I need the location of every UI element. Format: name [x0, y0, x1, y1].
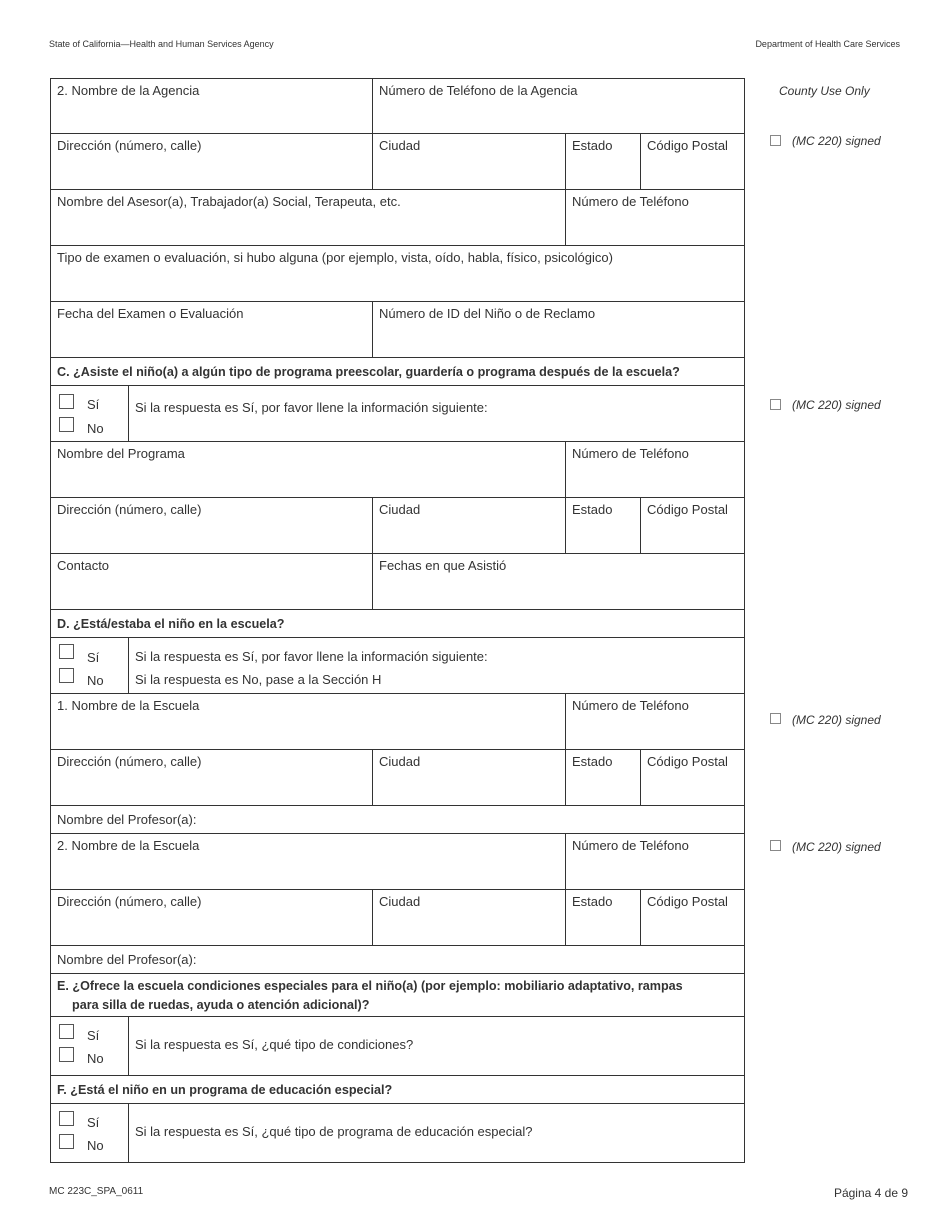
school1-address-row — [50, 750, 745, 806]
county-signed-checkbox-2[interactable] — [770, 399, 781, 410]
county-signed-label-2: (MC 220) signed — [792, 398, 881, 412]
section-e-question — [51, 974, 744, 1015]
agency-phone-field[interactable] — [372, 79, 744, 133]
address-label: Dirección (número, calle) — [57, 138, 202, 153]
contact-label: Contacto — [57, 558, 110, 573]
school2-name-label: 2. Nombre de la Escuela — [57, 838, 200, 853]
section-d-yes-checkbox[interactable] — [59, 644, 74, 659]
child-id-label: Número de ID del Niño o de Reclamo — [379, 306, 596, 321]
section-e-answer-row — [50, 1017, 745, 1076]
section-d-instruction-yes: Si la respuesta es Sí, por favor llene la información siguiente: — [135, 649, 488, 664]
agency-phone-label: Número de Teléfono de la Agencia — [379, 83, 578, 98]
section-e-yes-label: Sí — [87, 1028, 100, 1043]
section-e-no-label: No — [87, 1051, 104, 1066]
program-zip-field[interactable] — [640, 498, 744, 553]
counselor-phone-field[interactable] — [565, 190, 744, 245]
counselor-row — [50, 190, 745, 246]
state-label: Estado — [572, 138, 613, 153]
school1-phone-field[interactable] — [565, 694, 744, 749]
school1-city-field[interactable] — [372, 750, 565, 805]
city-label: Ciudad — [379, 894, 421, 909]
county-signed-checkbox-4[interactable] — [770, 840, 781, 851]
address-label: Dirección (número, calle) — [57, 894, 202, 909]
program-state-field[interactable] — [565, 498, 640, 553]
city-label: Ciudad — [379, 138, 421, 153]
county-signed-checkbox-1[interactable] — [770, 135, 781, 146]
school2-row — [50, 834, 745, 890]
agency-zip-field[interactable] — [640, 134, 744, 189]
county-signed-label-3: (MC 220) signed — [792, 713, 881, 727]
school1-zip-field[interactable] — [640, 750, 744, 805]
header-agency: State of California—Health and Human Services Agency — [49, 39, 274, 49]
school2-teacher-row — [50, 946, 745, 974]
section-d-instruction-no: Si la respuesta es No, pase a la Sección H — [135, 672, 382, 687]
section-e-question-row — [50, 974, 745, 1017]
section-e-yes-checkbox[interactable] — [59, 1024, 74, 1039]
section-f-no-checkbox[interactable] — [59, 1134, 74, 1149]
section-c-no-label: No — [87, 421, 104, 436]
school1-name-label: 1. Nombre de la Escuela — [57, 698, 200, 713]
program-name-field[interactable] — [51, 442, 565, 497]
county-signed-label-4: (MC 220) signed — [792, 840, 881, 854]
header-department: Department of Health Care Services — [755, 39, 900, 49]
section-c-answer-row — [50, 386, 745, 442]
section-d-yes-label: Sí — [87, 650, 100, 665]
page-number: Página 4 de 9 — [833, 1186, 908, 1200]
exam-date-field[interactable] — [51, 302, 372, 357]
section-f-no-label: No — [87, 1138, 104, 1153]
counselor-label: Nombre del Asesor(a), Trabajador(a) Social, Terapeuta, etc. — [57, 194, 401, 209]
section-d-instructions — [128, 638, 744, 693]
agency-state-field[interactable] — [565, 134, 640, 189]
state-label: Estado — [572, 754, 613, 769]
program-phone-field[interactable] — [565, 442, 744, 497]
agency-name-label: 2. Nombre de la Agencia — [57, 83, 200, 98]
section-f-instruction-text: Si la respuesta es Sí, ¿qué tipo de programa de educación especial? — [135, 1124, 533, 1139]
city-label: Ciudad — [379, 754, 421, 769]
section-c-question-row — [50, 358, 745, 386]
section-e-instruction[interactable] — [128, 1017, 744, 1075]
county-signed-checkbox-3[interactable] — [770, 713, 781, 724]
school1-teacher-field[interactable] — [51, 806, 744, 833]
program-contact-field[interactable] — [51, 554, 372, 609]
agency-name-field[interactable] — [51, 79, 372, 133]
teacher-label: Nombre del Profesor(a): — [57, 812, 197, 827]
school2-teacher-field[interactable] — [51, 946, 744, 973]
agency-address-row — [50, 134, 745, 190]
program-contact-row — [50, 554, 745, 610]
section-c-yes-checkbox[interactable] — [59, 394, 74, 409]
section-f-question: F. ¿Está el niño en un programa de educación especial? — [57, 1083, 393, 1097]
section-f-yes-checkbox[interactable] — [59, 1111, 74, 1126]
section-e-no-checkbox[interactable] — [59, 1047, 74, 1062]
section-d-question-row — [50, 610, 745, 638]
school2-state-field[interactable] — [565, 890, 640, 945]
program-address-field[interactable] — [51, 498, 372, 553]
phone-label: Número de Teléfono — [572, 446, 689, 461]
county-signed-label-1: (MC 220) signed — [792, 134, 881, 148]
exam-date-label: Fecha del Examen o Evaluación — [57, 306, 244, 321]
teacher-label: Nombre del Profesor(a): — [57, 952, 197, 967]
school1-address-field[interactable] — [51, 750, 372, 805]
dates-label: Fechas en que Asistió — [379, 558, 507, 573]
program-dates-field[interactable] — [372, 554, 744, 609]
section-c-yes-label: Sí — [87, 397, 100, 412]
section-e-instruction-text: Si la respuesta es Sí, ¿qué tipo de condiciones? — [135, 1037, 414, 1052]
child-id-field[interactable] — [372, 302, 744, 357]
school2-phone-field[interactable] — [565, 834, 744, 889]
school2-address-field[interactable] — [51, 890, 372, 945]
section-c-question: C. ¿Asiste el niño(a) a algún tipo de programa preescolar, guardería o programa después de la escuela? — [57, 365, 680, 379]
section-c-instruction — [128, 386, 744, 441]
zip-label: Código Postal — [647, 138, 728, 153]
section-e-question-line2: para silla de ruedas, ayuda o atención adicional)? — [72, 998, 370, 1012]
agency-address-field[interactable] — [51, 134, 372, 189]
school1-row — [50, 694, 745, 750]
phone-label: Número de Teléfono — [572, 698, 689, 713]
exam-type-field[interactable] — [51, 246, 744, 301]
section-f-question-row — [50, 1076, 745, 1104]
exam-type-row — [50, 246, 745, 302]
exam-type-label: Tipo de examen o evaluación, si hubo alguna (por ejemplo, vista, oído, habla, físico, psicológico) — [57, 250, 613, 265]
section-c-instruction-text: Si la respuesta es Sí, por favor llene la información siguiente: — [135, 400, 488, 415]
state-label: Estado — [572, 502, 613, 517]
phone-label: Número de Teléfono — [572, 194, 689, 209]
program-city-field[interactable] — [372, 498, 565, 553]
counselor-name-field[interactable] — [51, 190, 565, 245]
section-c-no-checkbox[interactable] — [59, 417, 74, 432]
school1-state-field[interactable] — [565, 750, 640, 805]
program-address-row — [50, 498, 745, 554]
state-label: Estado — [572, 894, 613, 909]
section-f-yes-label: Sí — [87, 1115, 100, 1130]
agency-row — [50, 78, 745, 134]
school1-name-field[interactable] — [51, 694, 565, 749]
program-row — [50, 442, 745, 498]
zip-label: Código Postal — [647, 754, 728, 769]
phone-label: Número de Teléfono — [572, 838, 689, 853]
section-f-instruction[interactable] — [128, 1104, 744, 1162]
agency-city-field[interactable] — [372, 134, 565, 189]
section-d-question: D. ¿Está/estaba el niño en la escuela? — [57, 617, 285, 631]
section-d-no-label: No — [87, 673, 104, 688]
section-e-question-line1: E. ¿Ofrece la escuela condiciones especiales para el niño(a) (por ejemplo: mobiliario adaptativo, rampas — [57, 979, 683, 993]
form-table — [50, 78, 745, 1163]
exam-date-row — [50, 302, 745, 358]
school2-city-field[interactable] — [372, 890, 565, 945]
address-label: Dirección (número, calle) — [57, 502, 202, 517]
section-d-no-checkbox[interactable] — [59, 668, 74, 683]
school1-teacher-row — [50, 806, 745, 834]
school2-address-row — [50, 890, 745, 946]
school2-name-field[interactable] — [51, 834, 565, 889]
form-id: MC 223C_SPA_0611 — [49, 1186, 144, 1197]
program-name-label: Nombre del Programa — [57, 446, 185, 461]
city-label: Ciudad — [379, 502, 421, 517]
address-label: Dirección (número, calle) — [57, 754, 202, 769]
zip-label: Código Postal — [647, 502, 728, 517]
section-f-answer-row — [50, 1104, 745, 1163]
county-use-heading: County Use Only — [779, 84, 870, 98]
school2-zip-field[interactable] — [640, 890, 744, 945]
zip-label: Código Postal — [647, 894, 728, 909]
section-d-answer-row — [50, 638, 745, 694]
